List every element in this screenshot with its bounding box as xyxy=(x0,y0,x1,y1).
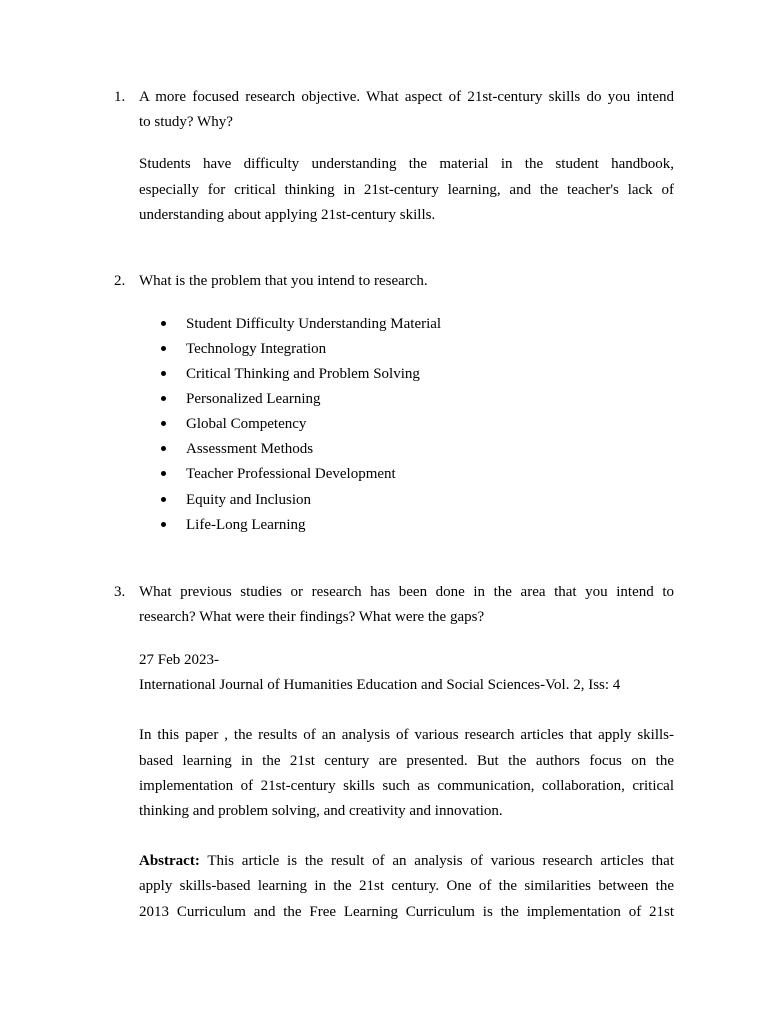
list-item: Personalized Learning xyxy=(186,391,321,407)
list-item: Technology Integration xyxy=(186,341,327,357)
bullet-dot xyxy=(161,421,166,426)
abstract-line-3: 2013 Curriculum and the Free Learning Curriculum is the implementation of 21st xyxy=(139,904,674,920)
summary-line-2: based learning in the 21st century are presented. But the authors focus on the xyxy=(139,753,674,769)
section-3-question-line-2: research? What were their findings? What were the gaps? xyxy=(139,609,485,625)
list-item: Teacher Professional Development xyxy=(186,466,396,482)
list-item: Equity and Inclusion xyxy=(186,492,311,508)
bullet-dot xyxy=(161,346,166,351)
section-1-question-line-1: A more focused research objective. What aspect of 21st-century skills do you intend xyxy=(139,89,674,105)
summary-line-4: thinking and problem solving, and creativity and innovation. xyxy=(139,803,503,819)
bullet-dot xyxy=(161,522,166,527)
list-item: Critical Thinking and Problem Solving xyxy=(186,366,420,382)
section-1-answer-line-3: understanding about applying 21st-century skills. xyxy=(139,207,436,223)
reference-date: 27 Feb 2023- xyxy=(139,652,219,668)
section-2-number: 2. xyxy=(114,273,126,289)
summary-line-1: In this paper , the results of an analysis of various research articles that apply skills- xyxy=(139,727,674,743)
list-item: Student Difficulty Understanding Material xyxy=(186,316,442,332)
section-1-question-line-2: to study? Why? xyxy=(139,114,233,130)
list-item: Global Competency xyxy=(186,416,307,432)
bullet-dot xyxy=(161,321,166,326)
section-2-question-line-1: What is the problem that you intend to research. xyxy=(139,273,428,289)
section-3-number: 3. xyxy=(114,584,126,600)
section-1-answer-line-2: especially for critical thinking in 21st-century learning, and the teacher's lack of xyxy=(139,182,674,198)
section-1-number: 1. xyxy=(114,89,126,105)
summary-line-3: implementation of 21st-century skills such as communication, collaboration, critical xyxy=(139,778,674,794)
bullet-dot xyxy=(161,446,166,451)
abstract-line-2: apply skills-based learning in the 21st century. One of the similarities between the xyxy=(139,878,674,894)
bullet-dot xyxy=(161,396,166,401)
abstract-line-1 xyxy=(139,852,674,870)
bullet-dot xyxy=(161,497,166,502)
reference-journal: International Journal of Humanities Education and Social Sciences-Vol. 2, Iss: 4 xyxy=(139,677,621,693)
bullet-dot xyxy=(161,371,166,376)
bullet-dot xyxy=(161,471,166,476)
abstract-label: Abstract: xyxy=(139,853,200,869)
section-3-question-line-1: What previous studies or research has been done in the area that you intend to xyxy=(139,584,674,600)
abstract-text: This article is the result of an analysis of various research articles that xyxy=(199,853,674,869)
list-item: Life-Long Learning xyxy=(186,517,306,533)
list-item: Assessment Methods xyxy=(186,441,314,457)
section-1-answer-line-1: Students have difficulty understanding the material in the student handbook, xyxy=(139,156,674,172)
